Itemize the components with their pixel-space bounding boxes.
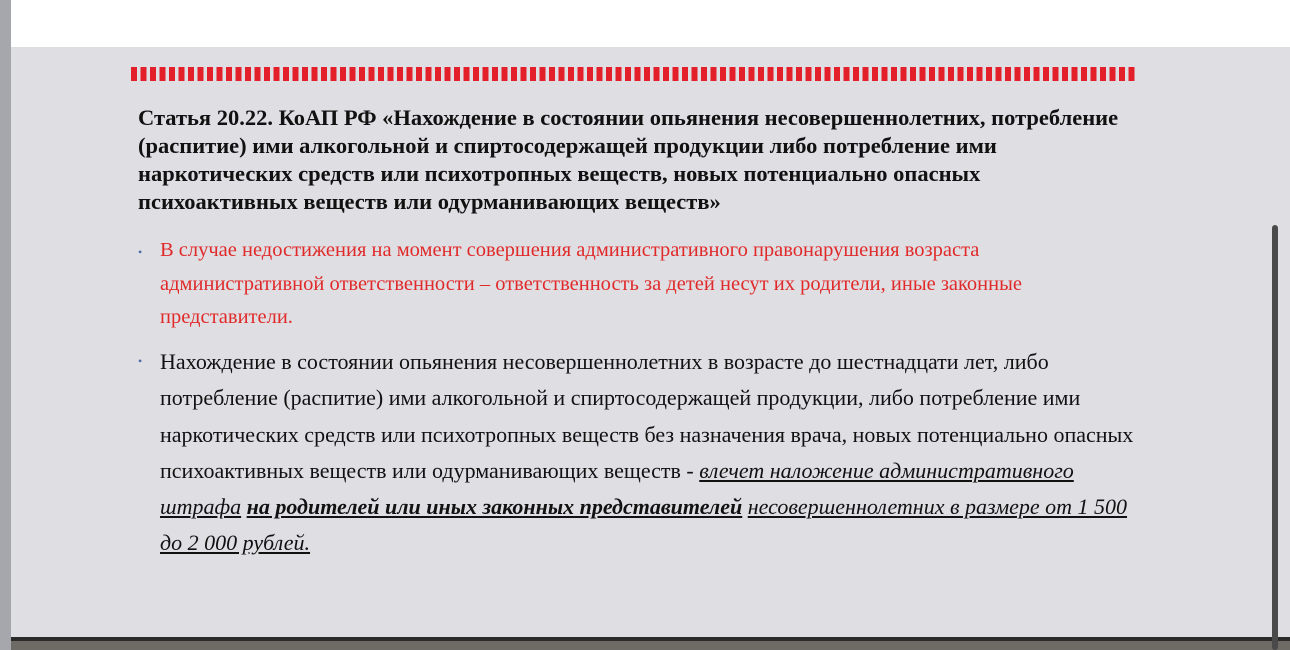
bullet-marker-1: • — [138, 245, 143, 259]
bullet-marker-2: • — [138, 354, 143, 368]
bottom-background-area — [11, 641, 1290, 650]
left-window-edge — [0, 0, 11, 650]
vertical-scrollbar[interactable] — [1272, 225, 1278, 650]
penalty-italic-text: влечет наложение административного штрафа — [160, 457, 1074, 520]
bullet-point-offense-description — [160, 344, 1140, 562]
penalty-bold-text: на родителей или иных законных представителей — [246, 494, 743, 520]
decorative-dashed-red-bar — [131, 67, 1135, 81]
bullet-point-parental-responsibility: В случае недостижения на момент совершения административного правонарушения возраста административной ответственности – ответственность за детей несут их родители, иные законные представители. — [160, 239, 1023, 328]
top-white-strip — [0, 0, 1290, 47]
penalty-amount-text: несовершеннолетних в размере от 1 500 до 2 000 рублей. — [160, 494, 1128, 556]
offense-lead-text: Нахождение в состоянии опьянения несовершеннолетних в возрасте до шестнадцати лет, либо потребление (распитие) ими алкогольной и спиртосодержащей продукции, либо потребление ими наркотических средств или психотропных веществ без назначения врача, новых потенциально опасных психоактивных веществ или одурманивающих веществ - — [160, 349, 1134, 483]
slide-title: Статья 20.22. КоАП РФ «Нахождение в состоянии опьянения несовершеннолетних, потребление (распитие) ими алкогольной и спиртосодержащей продукции либо потребление ими наркотических средств или психотропных веществ, новых потенциально опасных психоактивных веществ или одурманивающих веществ» — [138, 105, 1119, 214]
